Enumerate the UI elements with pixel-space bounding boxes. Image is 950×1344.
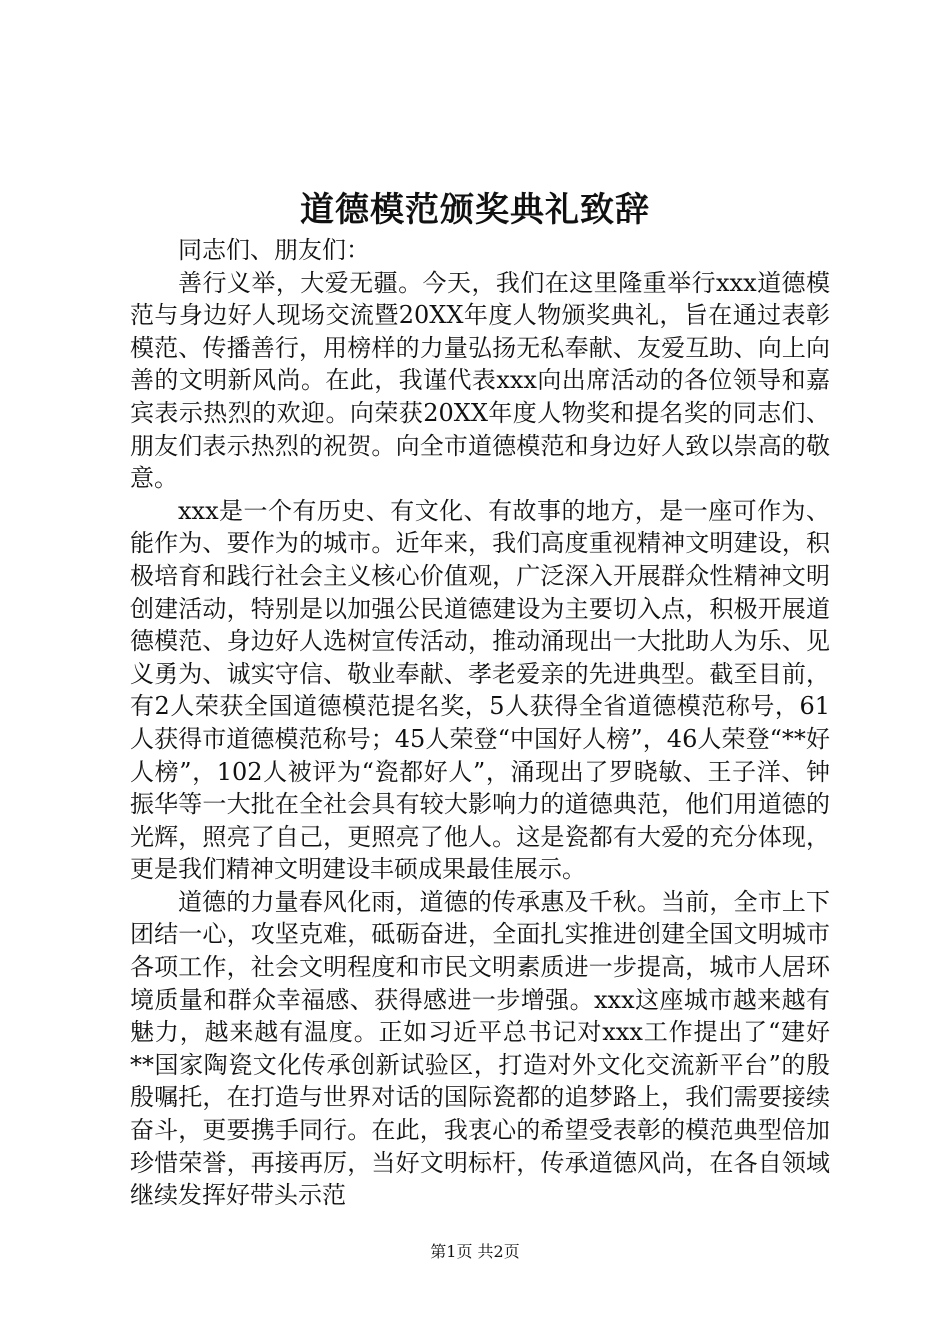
paragraph-1: 善行义举，大爱无疆。今天，我们在这里隆重举行xxx道德模范与身边好人现场交流暨20XX年度人物颁奖典礼，旨在通过表彰模范、传播善行，用榜样的力量弘扬无私奉献、友爱互助、向上向善的文明新风尚。在此，我谨代表xxx向出席活动的各位领导和嘉宾表示热烈的欢迎。向荣获20XX年度人物奖和提名奖的同志们、朋友们表示热烈的祝贺。向全市道德模范和身边好人致以崇高的敬意。 bbox=[130, 268, 830, 493]
page-number-footer: 第1页 共2页 bbox=[430, 1242, 520, 1261]
document-title: 道德模范颁奖典礼致辞 bbox=[300, 190, 650, 230]
paragraph-3: 道德的力量春风化雨，道德的传承惠及千秋。当前，全市上下团结一心，攻坚克难，砥砺奋进，全面扎实推进创建全国文明城市各项工作，社会文明程度和市民文明素质进一步提高，城市人居环境质量和群众幸福感、获得感进一步增强。xxx这座城市越来越有魅力，越来越有温度。正如习近平总书记对xxx工作提出了“建好**国家陶瓷文化传承创新试验区，打造对外文化交流新平台”的殷殷嘱托，在打造与世界对话的国际瓷都的追梦路上，我们需要接续奋斗，更要携手同行。在此，我衷心的希望受表彰的模范典型倍加珍惜荣誉，再接再厉，当好文明标杆，传承道德风尚，在各自领域继续发挥好带头示范 bbox=[130, 887, 830, 1210]
salutation: 同志们、朋友们： bbox=[178, 236, 370, 264]
paragraph-2: xxx是一个有历史、有文化、有故事的地方，是一座可作为、能作为、要作为的城市。近年来，我们高度重视精神文明建设，积极培育和践行社会主义核心价值观，广泛深入开展群众性精神文明创建活动，特别是以加强公民道德建设为主要切入点，积极开展道德模范、身边好人选树宣传活动，推动涌现出一大批助人为乐、见义勇为、诚实守信、敬业奉献、孝老爱亲的先进典型。截至目前，有2人荣获全国道德模范提名奖，5人获得全省道德模范称号，61人获得市道德模范称号；45人荣登“中国好人榜”，46人荣登“**好人榜”，102人被评为“瓷都好人”，涌现出了罗晓敏、王子洋、钟振华等一大批在全社会具有较大影响力的道德典范，他们用道德的光辉，照亮了自己，更照亮了他人。这是瓷都有大爱的充分体现，更是我们精神文明建设丰硕成果最佳展示。 bbox=[130, 496, 830, 884]
document-body bbox=[130, 234, 830, 1212]
